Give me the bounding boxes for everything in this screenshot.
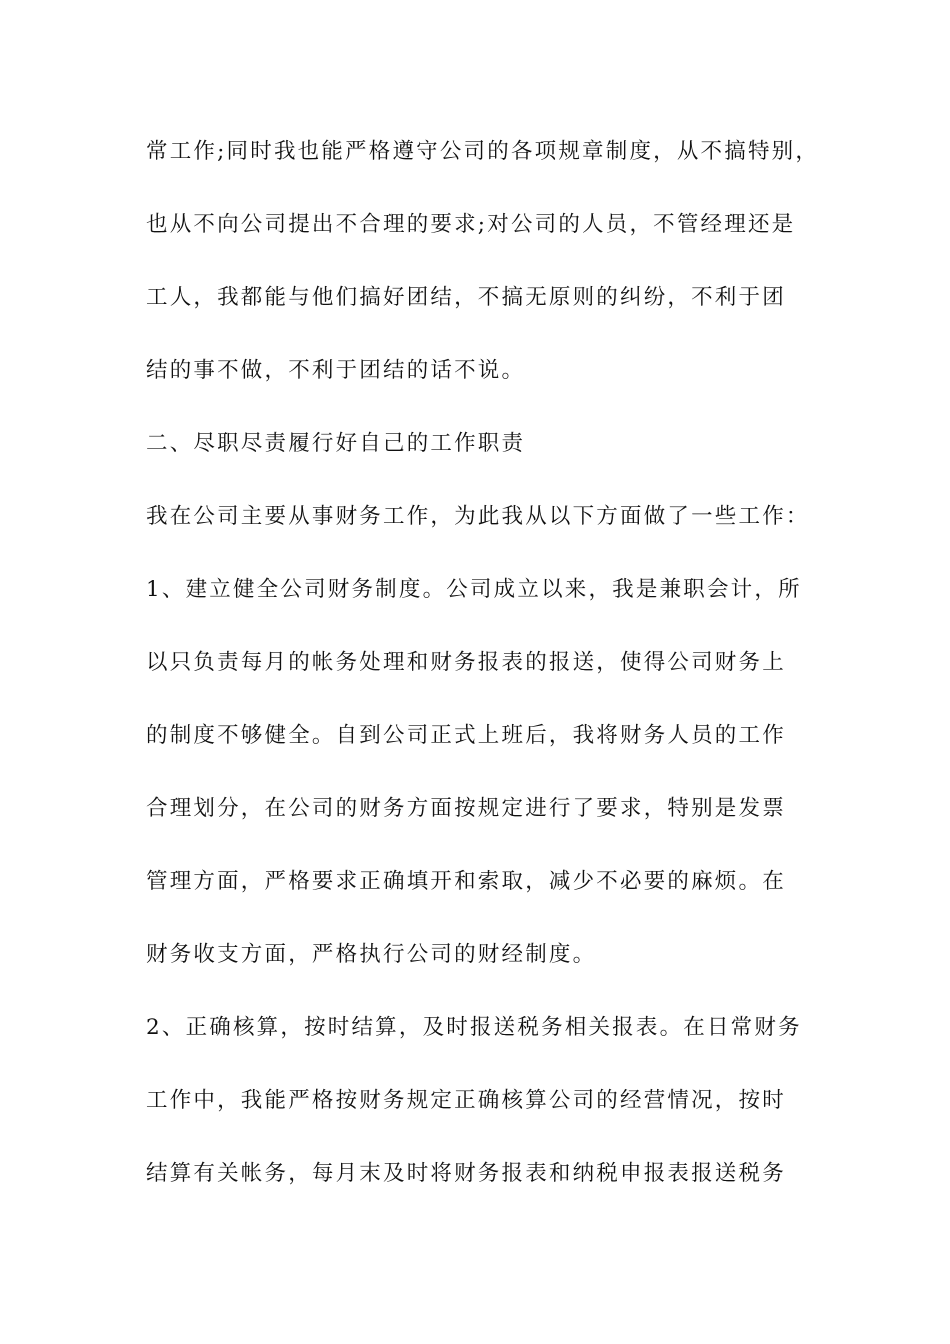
text-line: 以只负责每月的帐务处理和财务报表的报送，使得公司财务上 xyxy=(146,650,786,675)
text-line: 结的事不做，不利于团结的话不说。 xyxy=(146,358,526,383)
text-line: 管理方面，严格要求正确填开和索取，减少不必要的麻烦。在 xyxy=(146,869,786,894)
section-heading: 二、尽职尽责履行好自己的工作职责 xyxy=(146,431,526,456)
body-text xyxy=(146,132,826,1227)
text-line: 也从不向公司提出不合理的要求;对公司的人员，不管经理还是 xyxy=(146,212,796,237)
text-line: 常工作;同时我也能严格遵守公司的各项规章制度，从不搞特别， xyxy=(146,139,820,164)
text-line: 1、建立健全公司财务制度。公司成立以来，我是兼职会计，所 xyxy=(146,577,802,602)
text-line: 工人，我都能与他们搞好团结，不搞无原则的纠纷，不利于团 xyxy=(146,285,786,310)
text-line: 我在公司主要从事财务工作，为此我从以下方面做了一些工作： xyxy=(146,504,810,529)
text-line: 的制度不够健全。自到公司正式上班后，我将财务人员的工作 xyxy=(146,723,786,748)
text-line: 合理划分，在公司的财务方面按规定进行了要求，特别是发票 xyxy=(146,796,786,821)
text-line: 财务收支方面，严格执行公司的财经制度。 xyxy=(146,942,597,967)
text-line: 2、正确核算，按时结算，及时报送税务相关报表。在日常财务 xyxy=(146,1015,802,1040)
text-line: 工作中，我能严格按财务规定正确核算公司的经营情况，按时 xyxy=(146,1088,786,1113)
text-line: 结算有关帐务，每月末及时将财务报表和纳税申报表报送税务 xyxy=(146,1161,786,1186)
